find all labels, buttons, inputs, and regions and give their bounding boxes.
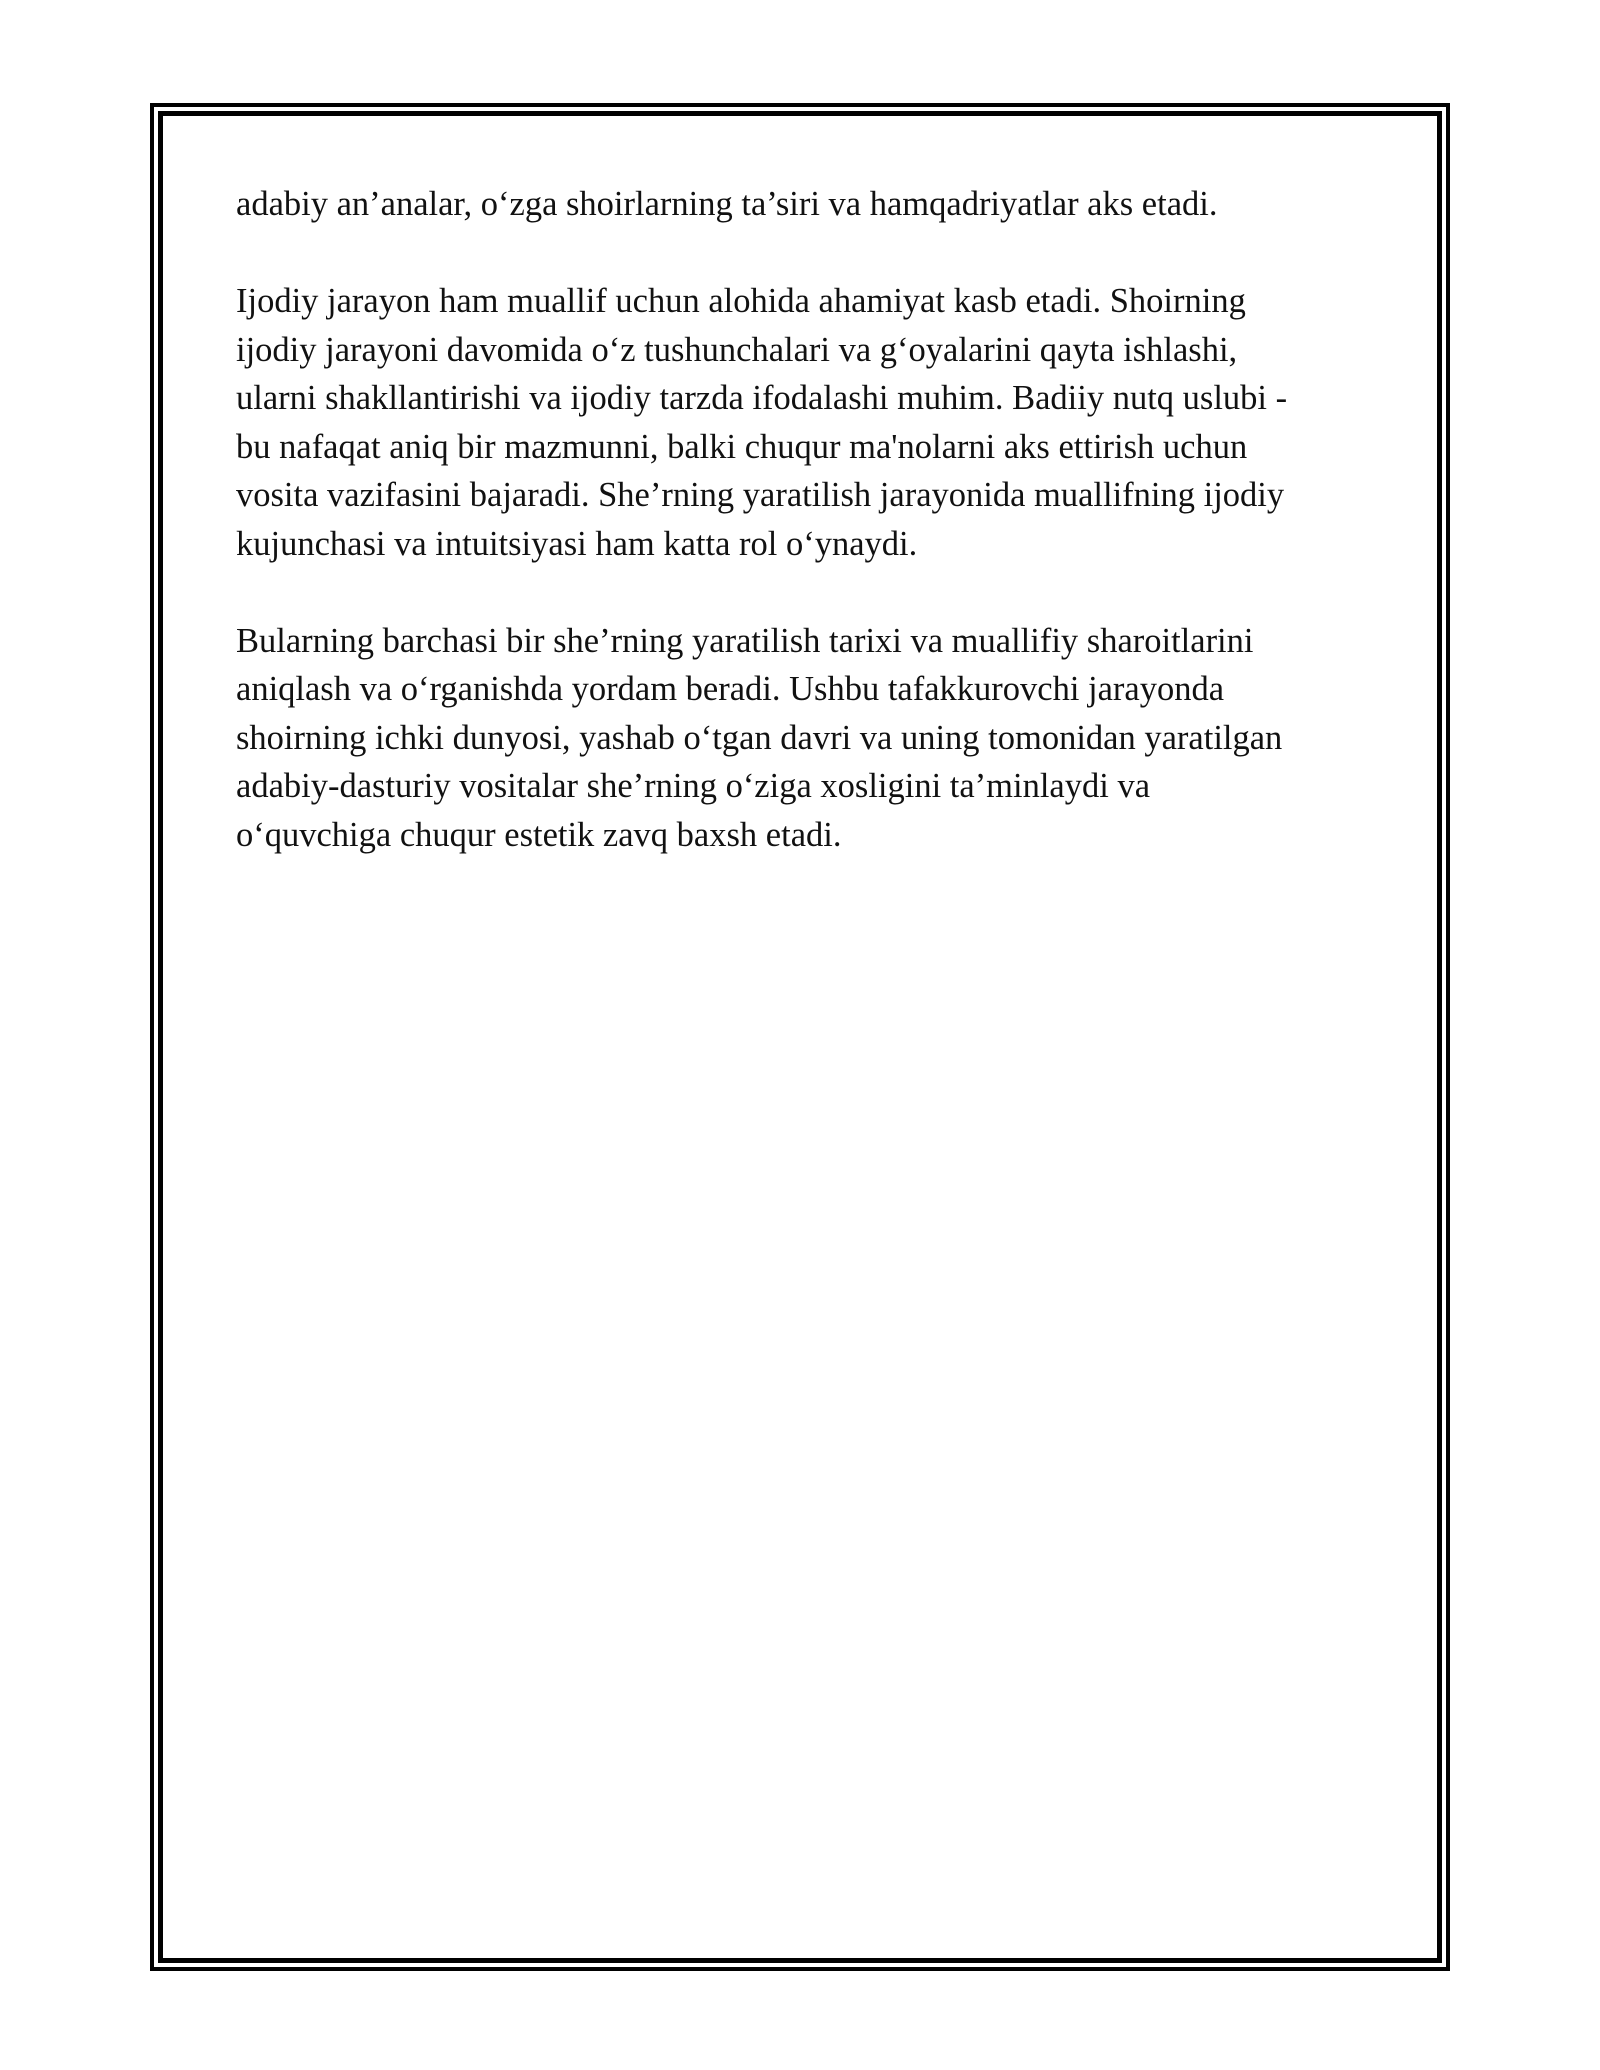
paragraph-3: Bularning barchasi bir she’rning yaratilish tarixi va muallifiy sharoitlarini aniqlash va o‘rganishda yordam beradi. Ushbu tafakkurovchi jarayonda shoirning ichki dunyosi, yashab o‘tgan davri va uning tomonidan yaratilgan adabiy-dasturiy vositalar she’rning o‘ziga xosligini ta’minlaydi va o‘quvchiga chuqur estetik zavq baxsh etadi.	[236, 621, 1283, 854]
page-body	[236, 180, 1366, 908]
paragraph-2: Ijodiy jarayon ham muallif uchun alohida ahamiyat kasb etadi. Shoirning ijodiy jarayoni davomida o‘z tushunchalari va g‘oyalarini qayta ishlashi, ularni shakllantirishi va ijodiy tarzda ifodalashi muhim. Badiiy nutq uslubi - bu nafaqat aniq bir mazmunni, balki chuqur ma'nolarni aks ettirish uchun vosita vazifasini bajaradi. She’rning yaratilish jarayonida muallifning ijodiy kujunchasi va intuitsiyasi ham katta rol o‘ynaydi.	[236, 282, 1288, 563]
paragraph-1: adabiy an’analar, o‘zga shoirlarning ta’siri va hamqadriyatlar aks etadi.	[236, 185, 1218, 223]
